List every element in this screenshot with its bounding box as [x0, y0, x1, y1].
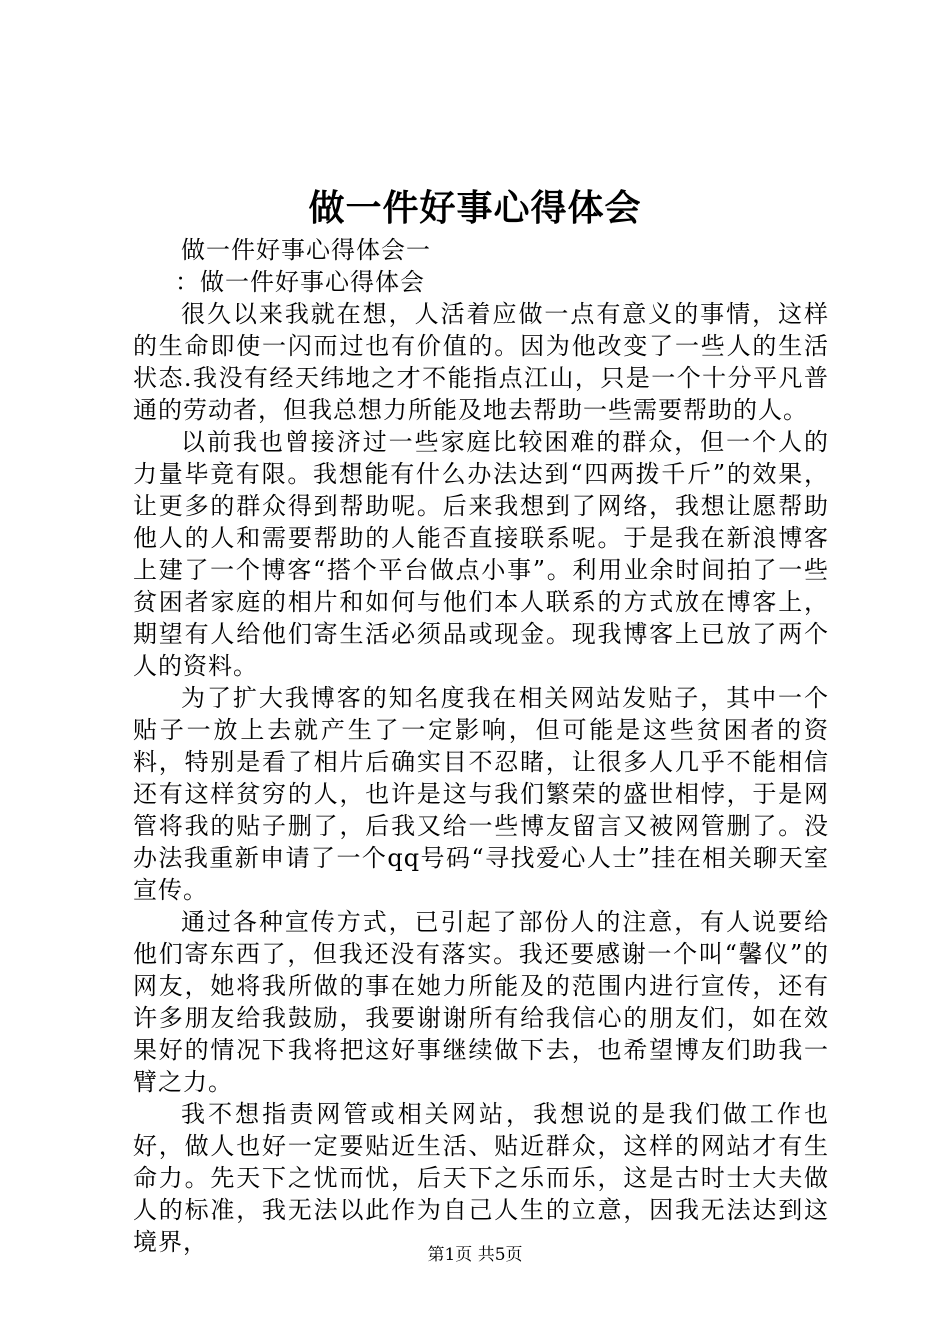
paragraph-2: 以前我也曾接济过一些家庭比较困难的群众，但一个人的力量毕竟有限。我想能有什么办法达到“四两拨千斤”的效果，让更多的群众得到帮助呢。后来我想到了网络，我想让愿帮助他人的人和需要帮助的人能否直接联系呢。于是我在新浪博客上建了一个博客“搭个平台做点小事”。利用业余时间拍了一些贫困者家庭的相片和如何与他们本人联系的方式放在博客上，期望有人给他们寄生活必须品或现金。现我博客上已放了两个人的资料。 — [133, 428, 829, 680]
paragraph-4: 通过各种宣传方式，已引起了部份人的注意，有人说要给他们寄东西了，但我还没有落实。我还要感谢一个叫“馨仪”的网友，她将我所做的事在她力所能及的范围内进行宣传，还有许多朋友给我鼓励，我要谢谢所有给我信心的朋友们，如在效果好的情况下我将把这好事继续做下去，也希望博友们助我一臂之力。 — [133, 908, 829, 1096]
paragraph-3: 为了扩大我博客的知名度我在相关网站发贴子，其中一个贴子一放上去就产生了一定影响，但可能是这些贫困者的资料，特别是看了相片后确实目不忍睹，让很多人几乎不能相信还有这样贫穷的人，也许是这与我们繁荣的盛世相悖，于是网管将我的贴子删了，后我又给一些博友留言又被网管删了。没办法我重新申请了一个qq号码“寻找爱心人士”挂在相关聊天室宣传。 — [133, 684, 829, 904]
document-body — [133, 234, 829, 1258]
subtitle-line-2: ：做一件好事心得体会 — [175, 268, 425, 296]
paragraph-5: 我不想指责网管或相关网站，我想说的是我们做工作也好，做人也好一定要贴近生活、贴近群众，这样的网站才有生命力。先天下之忧而忧，后天下之乐而乐，这是古时士大夫做人的标准，我无法以此作为自己人生的立意，因我无法达到这境界， — [133, 1100, 829, 1256]
paragraph-1: 很久以来我就在想，人活着应做一点有意义的事情，这样的生命即使一闪而过也有价值的。因为他改变了一些人的生活状态.我没有经天纬地之才不能指点江山，只是一个十分平凡普通的劳动者，但我总想力所能及地去帮助一些需要帮助的人。 — [133, 300, 829, 424]
subtitle-line-1: 做一件好事心得体会一 — [181, 236, 431, 264]
document-title: 做一件好事心得体会 — [308, 187, 642, 229]
page-number-footer: 第1页 共5页 — [427, 1245, 523, 1265]
